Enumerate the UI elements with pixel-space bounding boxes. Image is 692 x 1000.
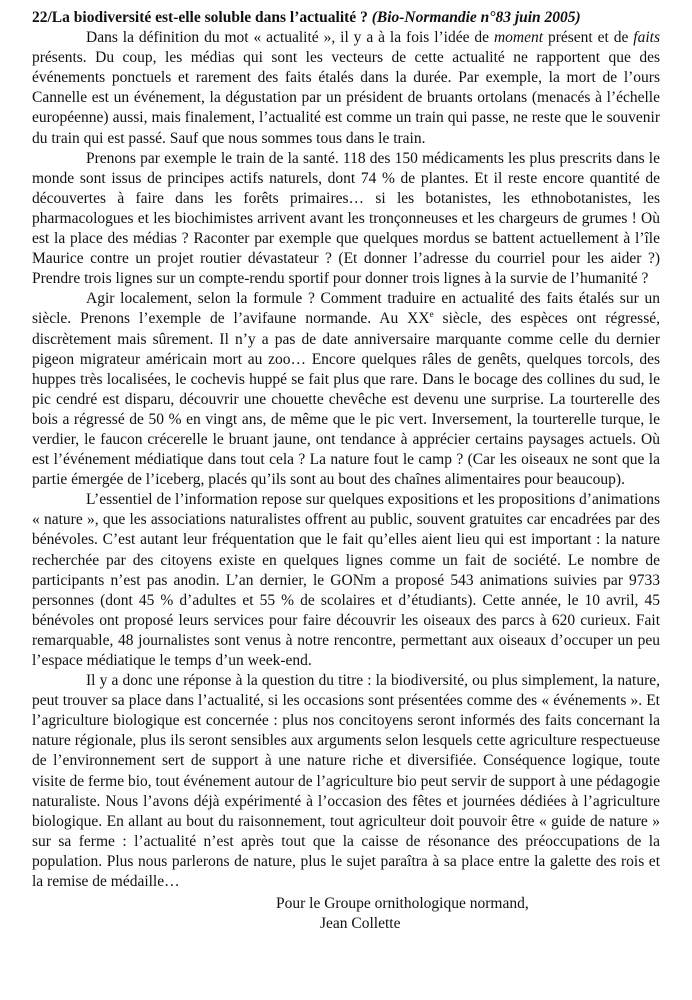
paragraph-2: Prenons par exemple le train de la santé. 118 des 150 médicaments les plus prescrits dans le monde sont issus de principes actifs naturels, dont 74 % de plantes. Et il reste encore quantité de découvertes à faire dans les forêts primaires… si les botanistes, les ethnobotanistes, les pharmacologues et les biochimistes arrivent avant les tronçonneuses et les chargeurs de grumes ! Où est la place des médias ? Raconter par exemple que quelques mordus se battent actuellement à l’île Maurice contre un projet routier dévastateur ? (Et donner l’adresse du courriel pour les aider ?) Prendre trois lignes sur un compte-rendu sportif pour donner trois lignes à la survie de l’humanité ? [32,149,660,288]
paragraph-1-text-e: présents. Du coup, les médias qui sont les vecteurs de cette actualité ne rapportent que des événements ponctuels et rarement des faits étalés dans la durée. Par exemple, la mort de l’ours Cannelle est un événement, la dégustation par un président de bruants ortolans (menacés à l’échelle européenne) aussi, mais finalement, l’actualité est comme un train qui passe, ne reste que le souvenir du train qui est passé. Sauf que nous sommes tous dans le train. [32,49,660,147]
signature-name: Jean Collette [320,915,401,933]
title-main: 22/La biodiversité est-elle soluble dans l’actualité ? [32,9,372,26]
paragraph-1-emphasis-faits: faits [633,29,660,47]
paragraph-5: Il y a donc une réponse à la question du titre : la biodiversité, ou plus simplement, la nature, peut trouver sa place dans l’actualité, si les occasions sont présentées comme des « événements ». Et l’agriculture biologique est concernée : plus nos concitoyens seront informés des faits concernant la nature régionale, plus ils seront sensibles aux arguments selon lesquels cette agriculture respectueuse de l’environnement sert de support à une nature riche et diversifiée. Conséquence logique, toute visite de ferme bio, tout événement autour de l’agriculture bio peut servir de support à une pédagogie naturaliste. Nous l’avons déjà expérimenté à l’occasion des fêtes et journées dédiées à l’agriculture biologique. En allant au bout du raisonnement, tout agriculteur doit pouvoir être « guide de nature » sur sa ferme : l’actualité n’est après tout que la caisse de résonance des préoccupations de la population. Plus nous parlerons de nature, plus le sujet paraîtra à sa place entre la galette des rois et la remise de médaille… [32,672,660,891]
paragraph-1 [32,28,660,149]
paragraph-3-text-a: Agir localement, selon la formule ? Comment traduire en actualité des faits étalés sur un siècle. Prenons l’exemple de l’avifaune normande. Au XX [32,290,660,328]
article-title [32,8,660,28]
paragraph-3 [32,289,660,490]
paragraph-4: L’essentiel de l’information repose sur quelques expositions et les propositions d’animations « nature », que les associations naturalistes offrent au public, souvent gratuites car encadrées par des bénévoles. C’est autant leur fréquentation que le fait qu’elles aient lieu qui est important : la nature recherchée par des citoyens existe en quelques lignes comme un fait de société. Le nombre de participants n’est pas anodin. L’an dernier, le GONm a proposé 543 animations suivies par 9733 personnes (dont 45 % d’adultes et 55 % de scolaires et d’étudiants). Cette année, le 10 avril, 45 bénévoles ont proposé leurs services pour faire découvrir les oiseaux des parcs à 620 curieux. Fait remarquable, 48 journalistes sont venus à notre rencontre, permettant aux oiseaux d’occuper un peu l’espace médiatique le temps d’un week-end. [32,491,660,669]
paragraph-1-text-c: présent et de [543,29,634,47]
signature-organization: Pour le Groupe ornithologique normand, [276,895,529,913]
article [32,8,660,934]
paragraph-3-text-b: siècle, des espèces ont régressé, discrètement mais sûrement. Il n’y a pas de date anniversaire marquante comme celle du dernier pigeon migrateur américain mort au zoo… Encore quelques râles de genêts, quelques torcols, des huppes très localisées, le cochevis huppé se fait plus que rare. Dans le bocage des collines du sud, le pic cendré est disparu, découvrir une chouette chevêche est devenu une surprise. La tourterelle des bois a régressé de 50 % en vingt ans, de même que le pic vert. Inversement, la tourterelle turque, le verdier, le faucon crécerelle le bruant jaune, ont tendance à apprécier certains paysages actuels. Où est l’événement médiatique dans tout cela ? La nature fout le camp ? (Car les oiseaux ne sont que la partie émergée de l’iceberg, placés qu’ils sont au bout des chaînes alimentaires pour beaucoup). [32,310,660,489]
paragraph-1-text-a: Dans la définition du mot « actualité », il y a à la fois l’idée de [86,29,494,47]
title-source: (Bio-Normandie n°83 juin 2005) [371,9,581,26]
paragraph-1-emphasis-moment: moment [493,29,544,47]
century-superscript: e [429,309,434,320]
signature [32,894,660,934]
